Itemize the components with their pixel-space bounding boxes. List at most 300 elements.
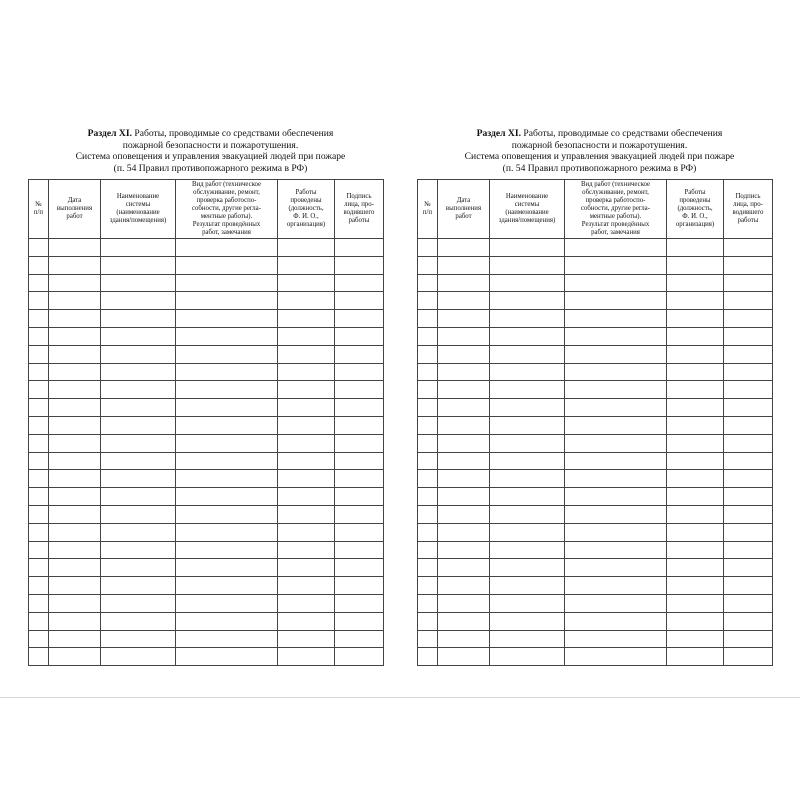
- table-cell[interactable]: [724, 559, 773, 577]
- table-cell[interactable]: [667, 363, 724, 381]
- table-cell[interactable]: [418, 274, 438, 292]
- table-cell[interactable]: [565, 345, 667, 363]
- table-cell[interactable]: [335, 434, 384, 452]
- table-cell[interactable]: [438, 648, 490, 666]
- table-cell[interactable]: [49, 488, 101, 506]
- table-cell[interactable]: [176, 630, 278, 648]
- table-cell[interactable]: [418, 363, 438, 381]
- table-cell[interactable]: [438, 327, 490, 345]
- table-cell[interactable]: [490, 381, 565, 399]
- table-cell[interactable]: [490, 327, 565, 345]
- table-cell[interactable]: [438, 541, 490, 559]
- table-cell[interactable]: [49, 505, 101, 523]
- table-cell[interactable]: [490, 345, 565, 363]
- page-fold-line: [0, 697, 800, 698]
- table-cell[interactable]: [724, 488, 773, 506]
- table-cell[interactable]: [101, 256, 176, 274]
- table-cell[interactable]: [438, 488, 490, 506]
- table-cell[interactable]: [418, 505, 438, 523]
- table-cell[interactable]: [724, 416, 773, 434]
- table-cell[interactable]: [278, 381, 335, 399]
- table-cell[interactable]: [101, 648, 176, 666]
- table-cell[interactable]: [667, 594, 724, 612]
- table-cell[interactable]: [490, 470, 565, 488]
- table-cell[interactable]: [724, 523, 773, 541]
- table-cell[interactable]: [176, 648, 278, 666]
- table-cell[interactable]: [724, 327, 773, 345]
- table-cell[interactable]: [49, 327, 101, 345]
- table-cell[interactable]: [667, 381, 724, 399]
- table-cell[interactable]: [101, 345, 176, 363]
- table-cell[interactable]: [278, 594, 335, 612]
- table-cell[interactable]: [724, 470, 773, 488]
- table-cell[interactable]: [667, 648, 724, 666]
- table-cell[interactable]: [438, 292, 490, 310]
- table-cell[interactable]: [278, 559, 335, 577]
- table-cell[interactable]: [101, 523, 176, 541]
- table-cell[interactable]: [29, 452, 49, 470]
- section-title-line2: пожарной безопасности и пожаротушения.: [122, 139, 299, 151]
- table-cell[interactable]: [335, 292, 384, 310]
- table-cell[interactable]: [418, 630, 438, 648]
- table-cell[interactable]: [490, 488, 565, 506]
- table-cell[interactable]: [565, 488, 667, 506]
- table-cell[interactable]: [418, 292, 438, 310]
- table-cell[interactable]: [278, 488, 335, 506]
- table-cell[interactable]: [418, 559, 438, 577]
- table-cell[interactable]: [565, 327, 667, 345]
- table-cell[interactable]: [565, 523, 667, 541]
- table-cell[interactable]: [335, 416, 384, 434]
- table-cell[interactable]: [724, 505, 773, 523]
- table-cell[interactable]: [49, 452, 101, 470]
- table-cell[interactable]: [101, 559, 176, 577]
- table-cell[interactable]: [418, 345, 438, 363]
- table-cell[interactable]: [438, 505, 490, 523]
- table-cell[interactable]: [101, 541, 176, 559]
- table-cell[interactable]: [490, 434, 565, 452]
- table-cell[interactable]: [29, 416, 49, 434]
- table-cell[interactable]: [278, 310, 335, 328]
- table-cell[interactable]: [667, 310, 724, 328]
- table-cell[interactable]: [438, 416, 490, 434]
- table-cell[interactable]: [418, 648, 438, 666]
- table-row: [29, 541, 384, 559]
- table-cell[interactable]: [278, 256, 335, 274]
- table-cell[interactable]: [418, 541, 438, 559]
- table-cell[interactable]: [49, 434, 101, 452]
- table-cell[interactable]: [29, 577, 49, 595]
- table-cell[interactable]: [101, 274, 176, 292]
- table-cell[interactable]: [335, 648, 384, 666]
- table-cell[interactable]: [667, 559, 724, 577]
- table-cell[interactable]: [724, 577, 773, 595]
- table-cell[interactable]: [176, 239, 278, 257]
- table-cell[interactable]: [418, 434, 438, 452]
- table-cell[interactable]: [565, 577, 667, 595]
- table-cell[interactable]: [724, 594, 773, 612]
- table-cell[interactable]: [49, 630, 101, 648]
- table-cell[interactable]: [490, 399, 565, 417]
- table-cell[interactable]: [29, 363, 49, 381]
- table-cell[interactable]: [49, 274, 101, 292]
- table-row: [418, 452, 773, 470]
- table-cell[interactable]: [101, 577, 176, 595]
- table-row: [29, 434, 384, 452]
- table-cell[interactable]: [418, 523, 438, 541]
- table-cell[interactable]: [335, 274, 384, 292]
- table-cell[interactable]: [335, 541, 384, 559]
- table-cell[interactable]: [176, 612, 278, 630]
- table-cell[interactable]: [29, 292, 49, 310]
- table-cell[interactable]: [176, 327, 278, 345]
- table-cell[interactable]: [176, 488, 278, 506]
- table-cell[interactable]: [176, 381, 278, 399]
- table-cell[interactable]: [724, 648, 773, 666]
- table-cell[interactable]: [667, 327, 724, 345]
- table-cell[interactable]: [565, 612, 667, 630]
- table-cell[interactable]: [565, 434, 667, 452]
- table-cell[interactable]: [724, 274, 773, 292]
- table-cell[interactable]: [29, 239, 49, 257]
- table-cell[interactable]: [667, 523, 724, 541]
- table-cell[interactable]: [29, 399, 49, 417]
- table-cell[interactable]: [565, 452, 667, 470]
- table-cell[interactable]: [724, 399, 773, 417]
- table-cell[interactable]: [724, 541, 773, 559]
- table-cell[interactable]: [29, 505, 49, 523]
- table-cell[interactable]: [176, 274, 278, 292]
- table-cell[interactable]: [278, 239, 335, 257]
- table-cell[interactable]: [724, 256, 773, 274]
- table-cell[interactable]: [176, 505, 278, 523]
- table-cell[interactable]: [101, 239, 176, 257]
- table-cell[interactable]: [176, 559, 278, 577]
- table-cell[interactable]: [278, 523, 335, 541]
- table-cell[interactable]: [29, 345, 49, 363]
- table-cell[interactable]: [278, 363, 335, 381]
- table-cell[interactable]: [29, 256, 49, 274]
- table-cell[interactable]: [565, 505, 667, 523]
- table-cell[interactable]: [667, 488, 724, 506]
- section-subtitle: Система оповещения и управления эвакуацией людей при пожаре: [464, 151, 735, 162]
- table-cell[interactable]: [490, 416, 565, 434]
- table-cell[interactable]: [335, 559, 384, 577]
- table-cell[interactable]: [667, 434, 724, 452]
- table-cell[interactable]: [101, 452, 176, 470]
- table-cell[interactable]: [418, 239, 438, 257]
- table-cell[interactable]: [29, 310, 49, 328]
- table-cell[interactable]: [29, 470, 49, 488]
- table-cell[interactable]: [335, 239, 384, 257]
- table-cell[interactable]: [49, 363, 101, 381]
- table-cell[interactable]: [438, 274, 490, 292]
- table-cell[interactable]: [724, 345, 773, 363]
- table-cell[interactable]: [278, 274, 335, 292]
- table-cell[interactable]: [418, 470, 438, 488]
- table-cell[interactable]: [176, 541, 278, 559]
- table-cell[interactable]: [278, 434, 335, 452]
- table-cell[interactable]: [101, 310, 176, 328]
- table-cell[interactable]: [438, 559, 490, 577]
- table-cell[interactable]: [565, 399, 667, 417]
- table-cell[interactable]: [101, 292, 176, 310]
- table-row: [29, 345, 384, 363]
- table-cell[interactable]: [418, 612, 438, 630]
- table-cell[interactable]: [49, 310, 101, 328]
- table-cell[interactable]: [29, 630, 49, 648]
- table-cell[interactable]: [278, 505, 335, 523]
- table-cell[interactable]: [335, 523, 384, 541]
- table-row: [29, 239, 384, 257]
- table-cell[interactable]: [418, 256, 438, 274]
- table-cell[interactable]: [29, 274, 49, 292]
- table-cell[interactable]: [101, 381, 176, 399]
- table-cell[interactable]: [418, 594, 438, 612]
- table-cell[interactable]: [565, 381, 667, 399]
- table-cell[interactable]: [101, 327, 176, 345]
- table-cell[interactable]: [278, 577, 335, 595]
- table-cell[interactable]: [565, 470, 667, 488]
- table-cell[interactable]: [49, 399, 101, 417]
- table-cell[interactable]: [335, 470, 384, 488]
- table-cell[interactable]: [724, 292, 773, 310]
- table-cell[interactable]: [176, 434, 278, 452]
- table-cell[interactable]: [176, 399, 278, 417]
- table-cell[interactable]: [490, 612, 565, 630]
- table-cell[interactable]: [667, 577, 724, 595]
- table-row: [418, 470, 773, 488]
- table-cell[interactable]: [490, 630, 565, 648]
- table-cell[interactable]: [335, 630, 384, 648]
- table-cell[interactable]: [278, 452, 335, 470]
- table-cell[interactable]: [418, 310, 438, 328]
- table-cell[interactable]: [176, 256, 278, 274]
- table-cell[interactable]: [490, 363, 565, 381]
- table-cell[interactable]: [101, 434, 176, 452]
- table-cell[interactable]: [176, 310, 278, 328]
- table-cell[interactable]: [490, 559, 565, 577]
- table-cell[interactable]: [667, 416, 724, 434]
- table-cell[interactable]: [49, 256, 101, 274]
- table-cell[interactable]: [101, 416, 176, 434]
- table-cell[interactable]: [565, 559, 667, 577]
- table-cell[interactable]: [724, 452, 773, 470]
- table-cell[interactable]: [667, 505, 724, 523]
- table-cell[interactable]: [29, 648, 49, 666]
- table-cell[interactable]: [278, 630, 335, 648]
- table-cell[interactable]: [667, 452, 724, 470]
- table-cell[interactable]: [724, 630, 773, 648]
- table-cell[interactable]: [29, 559, 49, 577]
- table-cell[interactable]: [418, 452, 438, 470]
- table-cell[interactable]: [278, 470, 335, 488]
- table-cell[interactable]: [176, 594, 278, 612]
- table-cell[interactable]: [176, 523, 278, 541]
- table-cell[interactable]: [278, 416, 335, 434]
- table-cell[interactable]: [438, 399, 490, 417]
- table-cell[interactable]: [565, 416, 667, 434]
- table-cell[interactable]: [667, 470, 724, 488]
- table-cell[interactable]: [724, 612, 773, 630]
- table-cell[interactable]: [667, 292, 724, 310]
- table-cell[interactable]: [438, 594, 490, 612]
- table-cell[interactable]: [490, 523, 565, 541]
- table-cell[interactable]: [565, 274, 667, 292]
- table-cell[interactable]: [278, 345, 335, 363]
- table-cell[interactable]: [335, 612, 384, 630]
- table-row: [418, 523, 773, 541]
- table-cell[interactable]: [418, 381, 438, 399]
- table-cell[interactable]: [667, 612, 724, 630]
- table-cell[interactable]: [278, 648, 335, 666]
- table-cell[interactable]: [724, 310, 773, 328]
- table-cell[interactable]: [335, 399, 384, 417]
- table-cell[interactable]: [438, 363, 490, 381]
- table-cell[interactable]: [278, 292, 335, 310]
- table-cell[interactable]: [29, 434, 49, 452]
- table-cell[interactable]: [176, 416, 278, 434]
- table-cell[interactable]: [49, 292, 101, 310]
- table-cell[interactable]: [335, 488, 384, 506]
- table-cell[interactable]: [278, 612, 335, 630]
- table-cell[interactable]: [278, 327, 335, 345]
- table-cell[interactable]: [101, 594, 176, 612]
- table-cell[interactable]: [335, 256, 384, 274]
- table-cell[interactable]: [101, 630, 176, 648]
- table-cell[interactable]: [418, 399, 438, 417]
- table-cell[interactable]: [667, 256, 724, 274]
- table-cell[interactable]: [49, 594, 101, 612]
- table-cell[interactable]: [176, 577, 278, 595]
- table-cell[interactable]: [565, 630, 667, 648]
- table-cell[interactable]: [49, 239, 101, 257]
- table-cell[interactable]: [438, 577, 490, 595]
- table-cell[interactable]: [49, 577, 101, 595]
- table-cell[interactable]: [29, 594, 49, 612]
- table-cell[interactable]: [49, 559, 101, 577]
- table-cell[interactable]: [490, 505, 565, 523]
- table-cell[interactable]: [335, 363, 384, 381]
- table-cell[interactable]: [101, 505, 176, 523]
- table-cell[interactable]: [49, 612, 101, 630]
- table-row: [29, 559, 384, 577]
- table-cell[interactable]: [49, 416, 101, 434]
- table-cell[interactable]: [490, 541, 565, 559]
- table-cell[interactable]: [335, 327, 384, 345]
- table-cell[interactable]: [176, 345, 278, 363]
- table-cell[interactable]: [438, 256, 490, 274]
- table-cell[interactable]: [724, 239, 773, 257]
- table-cell[interactable]: [418, 416, 438, 434]
- table-cell[interactable]: [335, 594, 384, 612]
- table-cell[interactable]: [490, 239, 565, 257]
- table-cell[interactable]: [49, 648, 101, 666]
- table-cell[interactable]: [565, 310, 667, 328]
- table-cell[interactable]: [438, 470, 490, 488]
- table-cell[interactable]: [29, 541, 49, 559]
- table-cell[interactable]: [565, 292, 667, 310]
- table-cell[interactable]: [49, 470, 101, 488]
- table-cell[interactable]: [565, 239, 667, 257]
- table-cell[interactable]: [101, 488, 176, 506]
- table-cell[interactable]: [438, 381, 490, 399]
- table-cell[interactable]: [418, 327, 438, 345]
- table-cell[interactable]: [29, 381, 49, 399]
- table-cell[interactable]: [724, 381, 773, 399]
- table-cell[interactable]: [490, 452, 565, 470]
- table-cell[interactable]: [49, 381, 101, 399]
- table-cell[interactable]: [335, 310, 384, 328]
- table-cell[interactable]: [565, 648, 667, 666]
- table-cell[interactable]: [335, 381, 384, 399]
- table-cell[interactable]: [724, 363, 773, 381]
- table-cell[interactable]: [335, 345, 384, 363]
- table-cell[interactable]: [438, 523, 490, 541]
- table-cell[interactable]: [418, 488, 438, 506]
- table-cell[interactable]: [438, 612, 490, 630]
- table-cell[interactable]: [176, 363, 278, 381]
- table-cell[interactable]: [490, 256, 565, 274]
- table-cell[interactable]: [490, 594, 565, 612]
- table-cell[interactable]: [335, 452, 384, 470]
- table-cell[interactable]: [490, 274, 565, 292]
- table-cell[interactable]: [565, 541, 667, 559]
- table-cell[interactable]: [418, 577, 438, 595]
- table-cell[interactable]: [29, 488, 49, 506]
- table-cell[interactable]: [565, 594, 667, 612]
- table-cell[interactable]: [29, 523, 49, 541]
- table-cell[interactable]: [438, 434, 490, 452]
- table-cell[interactable]: [667, 345, 724, 363]
- table-cell[interactable]: [176, 470, 278, 488]
- table-cell[interactable]: [335, 577, 384, 595]
- table-cell[interactable]: [29, 612, 49, 630]
- table-cell[interactable]: [667, 541, 724, 559]
- table-cell[interactable]: [278, 399, 335, 417]
- table-cell[interactable]: [438, 239, 490, 257]
- table-cell[interactable]: [438, 630, 490, 648]
- table-cell[interactable]: [101, 399, 176, 417]
- table-cell[interactable]: [490, 648, 565, 666]
- table-cell[interactable]: [101, 612, 176, 630]
- table-cell[interactable]: [278, 541, 335, 559]
- table-cell[interactable]: [29, 327, 49, 345]
- table-cell[interactable]: [490, 292, 565, 310]
- table-cell[interactable]: [724, 434, 773, 452]
- table-cell[interactable]: [49, 541, 101, 559]
- table-cell[interactable]: [438, 310, 490, 328]
- table-cell[interactable]: [49, 345, 101, 363]
- table-cell[interactable]: [667, 399, 724, 417]
- table-cell[interactable]: [101, 363, 176, 381]
- table-cell[interactable]: [667, 239, 724, 257]
- table-cell[interactable]: [667, 274, 724, 292]
- table-cell[interactable]: [176, 292, 278, 310]
- table-cell[interactable]: [49, 523, 101, 541]
- table-row: [418, 399, 773, 417]
- table-cell[interactable]: [438, 452, 490, 470]
- table-cell[interactable]: [438, 345, 490, 363]
- table-cell[interactable]: [101, 470, 176, 488]
- table-cell[interactable]: [490, 577, 565, 595]
- table-cell[interactable]: [667, 630, 724, 648]
- table-cell[interactable]: [335, 505, 384, 523]
- table-cell[interactable]: [565, 363, 667, 381]
- table-cell[interactable]: [565, 256, 667, 274]
- table-cell[interactable]: [490, 310, 565, 328]
- table-cell[interactable]: [176, 452, 278, 470]
